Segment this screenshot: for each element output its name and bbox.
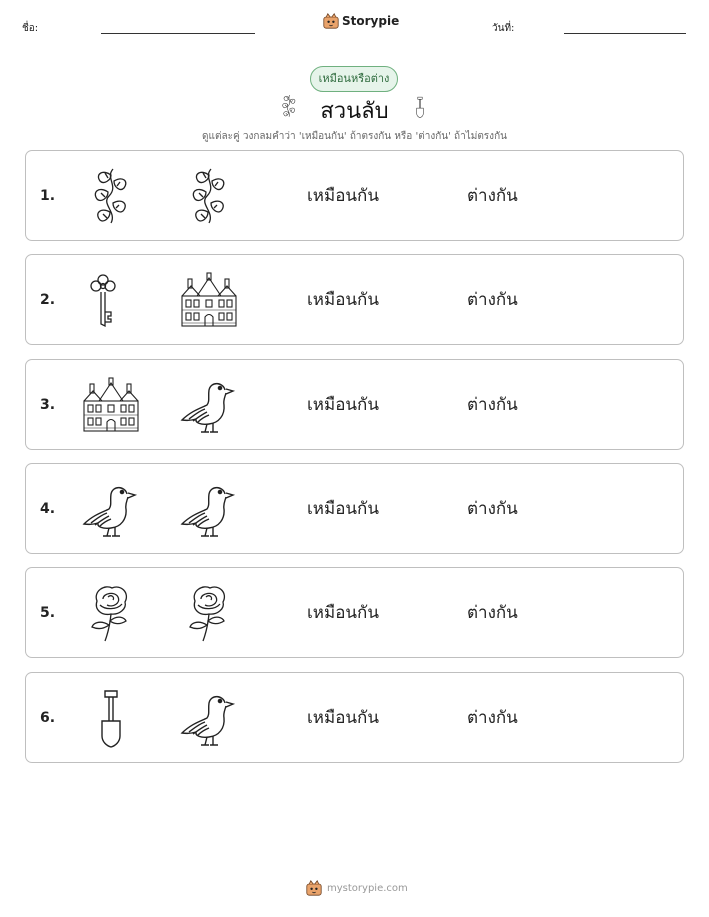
- key-icon: [81, 270, 141, 330]
- shovel-icon: [409, 92, 431, 122]
- question-row: [25, 254, 684, 345]
- option-same[interactable]: เหมือนกัน: [307, 394, 379, 415]
- question-row: [25, 463, 684, 554]
- option-different[interactable]: ต่างกัน: [467, 603, 518, 624]
- ivy-icon: [81, 166, 141, 226]
- bird-icon: [81, 479, 141, 539]
- question-number: 3.: [40, 396, 56, 413]
- page-title: สวนลับ: [320, 99, 389, 124]
- option-same[interactable]: เหมือนกัน: [307, 603, 379, 624]
- footer: [306, 880, 408, 896]
- option-same[interactable]: เหมือนกัน: [307, 707, 379, 728]
- footer-site: mystorypie.com: [327, 882, 408, 894]
- mascot-icon: [306, 880, 322, 896]
- date-line[interactable]: [564, 33, 686, 34]
- question-number: 5.: [40, 605, 56, 622]
- ivy-icon: [179, 166, 239, 226]
- brand-name: Storypie: [342, 14, 400, 28]
- question-number: 1.: [40, 188, 56, 204]
- rose-icon: [81, 583, 141, 643]
- option-different[interactable]: ต่างกัน: [467, 186, 518, 206]
- date-label: วันที่:: [492, 23, 515, 34]
- mansion-icon: [81, 375, 141, 435]
- question-row: [25, 672, 684, 763]
- mascot-icon: [323, 13, 339, 29]
- shovel-icon: [81, 688, 141, 748]
- bird-icon: [179, 479, 239, 539]
- name-label: ชื่อ:: [22, 23, 39, 34]
- name-line[interactable]: [101, 33, 255, 34]
- question-row: [25, 150, 684, 241]
- option-different[interactable]: ต่างกัน: [467, 707, 518, 728]
- question-row: [25, 567, 684, 658]
- option-same[interactable]: เหมือนกัน: [307, 498, 379, 519]
- bird-icon: [179, 375, 239, 435]
- question-number: 4.: [40, 500, 56, 517]
- option-different[interactable]: ต่างกัน: [467, 290, 518, 311]
- bird-icon: [179, 688, 239, 748]
- option-same[interactable]: เหมือนกัน: [307, 290, 379, 311]
- option-different[interactable]: ต่างกัน: [467, 498, 518, 519]
- option-same[interactable]: เหมือนกัน: [307, 186, 379, 206]
- instructions: ดูแต่ละคู่ วงกลมคำว่า 'เหมือนกัน' ถ้าตรงกัน หรือ 'ต่างกัน' ถ้าไม่ตรงกัน: [202, 131, 507, 142]
- mansion-icon: [179, 270, 239, 330]
- question-number: 6.: [40, 709, 56, 726]
- question-number: 2.: [40, 292, 56, 309]
- option-different[interactable]: ต่างกัน: [467, 394, 518, 415]
- brand-logo: [323, 13, 399, 29]
- worksheet-type-badge: เหมือนหรือต่าง: [310, 66, 398, 92]
- question-row: [25, 359, 684, 450]
- rose-icon: [179, 583, 239, 643]
